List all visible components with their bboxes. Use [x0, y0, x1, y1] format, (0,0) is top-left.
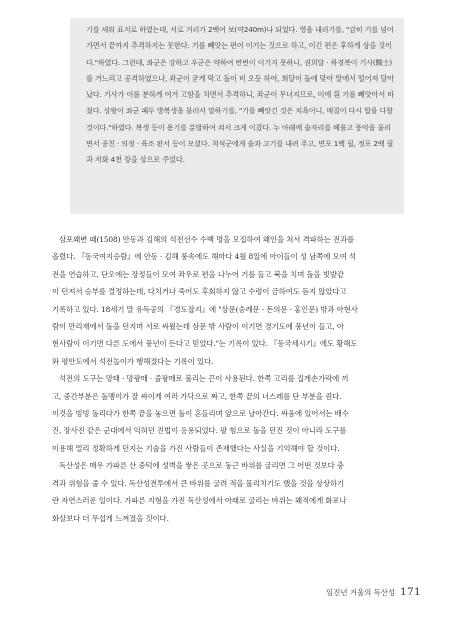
body-line: 삼포왜변 때(1508) 안동과 김해의 석전선수 수백 명을 모집하여 왜인을 쳐서 격파하는 전과를	[59, 235, 355, 244]
body-line: 석전의 도구는 망태 · 망팡매 · 줄팡매로 불리는 끈이 사용된다. 한쪽 고리를 집게손가락에 끼	[59, 374, 349, 384]
body-line: 기록하고 있다. 18세기 말 유득공의 『경도잡지』에 "삼문(숭례문 · 돈의문 · 홍인문) 밖과 아현사	[52, 304, 358, 314]
body-line: 와 평안도에서 석전놀이가 행해졌다는 기록이 있다.	[52, 356, 214, 366]
body-line: 이것을 빙빙 돌리다가 한쪽 끝을 놓으면 돌이 흔들리며 앞으로 날아간다. 싸움에 있어서는 배수	[52, 409, 349, 419]
body-text	[52, 231, 424, 527]
body-line: 이용해 멀리 정확하게 던지는 기술을 가진 사람들이 존재했다는 사실을 기억해야 할 것이다.	[52, 443, 340, 453]
body-line: 현사람이 이기면 다른 도에서 풍년이 든다고 믿었다."는 기록이 있다. 『동국세시기』에도 황해도	[52, 339, 358, 349]
quote-line: 기를 세워 표지로 하였는데, 서로 거리가 2백여 보(약240m)나 되었다. 영을 내리기를, "감히 기를 넘어	[86, 25, 394, 34]
quote-line: 면서 종친 · 의정 · 육조 판서 등이 모셨다. 척석군에게 술과 고기를 내려 주고, 면포 1백 필, 정포 2백 필	[86, 139, 394, 149]
page-footer	[326, 586, 421, 598]
body-line: 고, 중간부분은 돌멩이가 잘 싸이게 여러 가닥으로 짜고, 한쪽 끝의 너스레를 단 부분을 쥔다.	[52, 391, 342, 401]
quote-line: 났다. 기사가 이를 분하게 여겨 고함을 치면서 추격하니, 좌군이 무너지므로, 이에 흰 기를 빼앗아서 바	[86, 90, 395, 100]
body-line: 진, 장사진 같은 군대에서 익혀던 진법이 응용되었다. 팔 힘으로 돌을 던진 것이 아니라 도구를	[52, 426, 347, 436]
body-line: 람이 만리재에서 돌을 던지며 서로 싸웠는데 삼문 밖 사람이 이기면 경기도에 풍년이 들고, 아	[52, 322, 344, 332]
body-line: 화살보다 더 무섭게 느껴졌을 것이다.	[52, 513, 169, 523]
body-line: 이 던져서 승부를 결정하는데, 다치거나 죽어도 후회하지 않고 수령이 금하여도 듣지 않았다고	[52, 287, 347, 297]
quote-line: 가면서 끝까지 추격하지는 못한다. 기를 빼앗는 편이 이기는 것으로 하고, 이긴 편은 후하게 상을 것이	[86, 41, 392, 51]
body-line: 올렸다. 『동국여지승람』에 안동 · 김해 풍속에도 해마다 4월 8일에 아이들이 성 남쪽에 모여 석	[52, 252, 356, 262]
quote-line: 다."하였다. 그런데, 좌군은 강하고 우군은 약하여 번번이 이기지 못하니, 권희달 · 하경복이 기사(騎士)	[86, 57, 393, 67]
body-line: 독산성은 매우 가파른 산 중턱에 성벽을 쌓은 곳으로 둥근 바위를 굴리면 그 어떤 것보다 충	[59, 461, 344, 471]
page-number: 171	[400, 586, 421, 598]
quote-line: 쳤다. 상왕이 좌군 패두 방복생을 불러서 말하기를, "기를 빼앗긴 것은 치욕이니, 매질이 다시 합을 다할	[86, 106, 393, 116]
quote-line: 를 거느리고 공격하였으나, 좌군이 굳게 막고 돌이 비 오듯 하여, 희달이 돌에 맞아 말에서 떨어져 달아	[86, 73, 395, 83]
quote-line: 과 저화 4천 장을 상으로 주었다.	[86, 155, 185, 165]
running-title: 임진년 겨울의 독산성	[326, 588, 396, 597]
body-line: 격과 위험을 줄 수 있다. 독산성전투에서 큰 바위를 굴려 적을 물리치기도 했을 것을 상상하기	[52, 478, 344, 488]
body-line: 란 자연스러운 일이다. 가파른 지형을 가진 독산성에서 아래로 굴리는 바위는 왜적에게 화포나	[52, 496, 347, 506]
body-line: 전을 연습하고, 단오에는 장정들이 모여 좌우로 편을 나누어 기를 들고 북을 치며 돌을 빗발같	[52, 269, 344, 279]
quote-box	[70, 18, 404, 214]
quote-line: 것이다."하였다. 복생 등이 용기를 분발하여 쳐서 크게 이겼다. 누 아래에 술자리를 베풀고 풍악을 울리	[86, 122, 391, 132]
